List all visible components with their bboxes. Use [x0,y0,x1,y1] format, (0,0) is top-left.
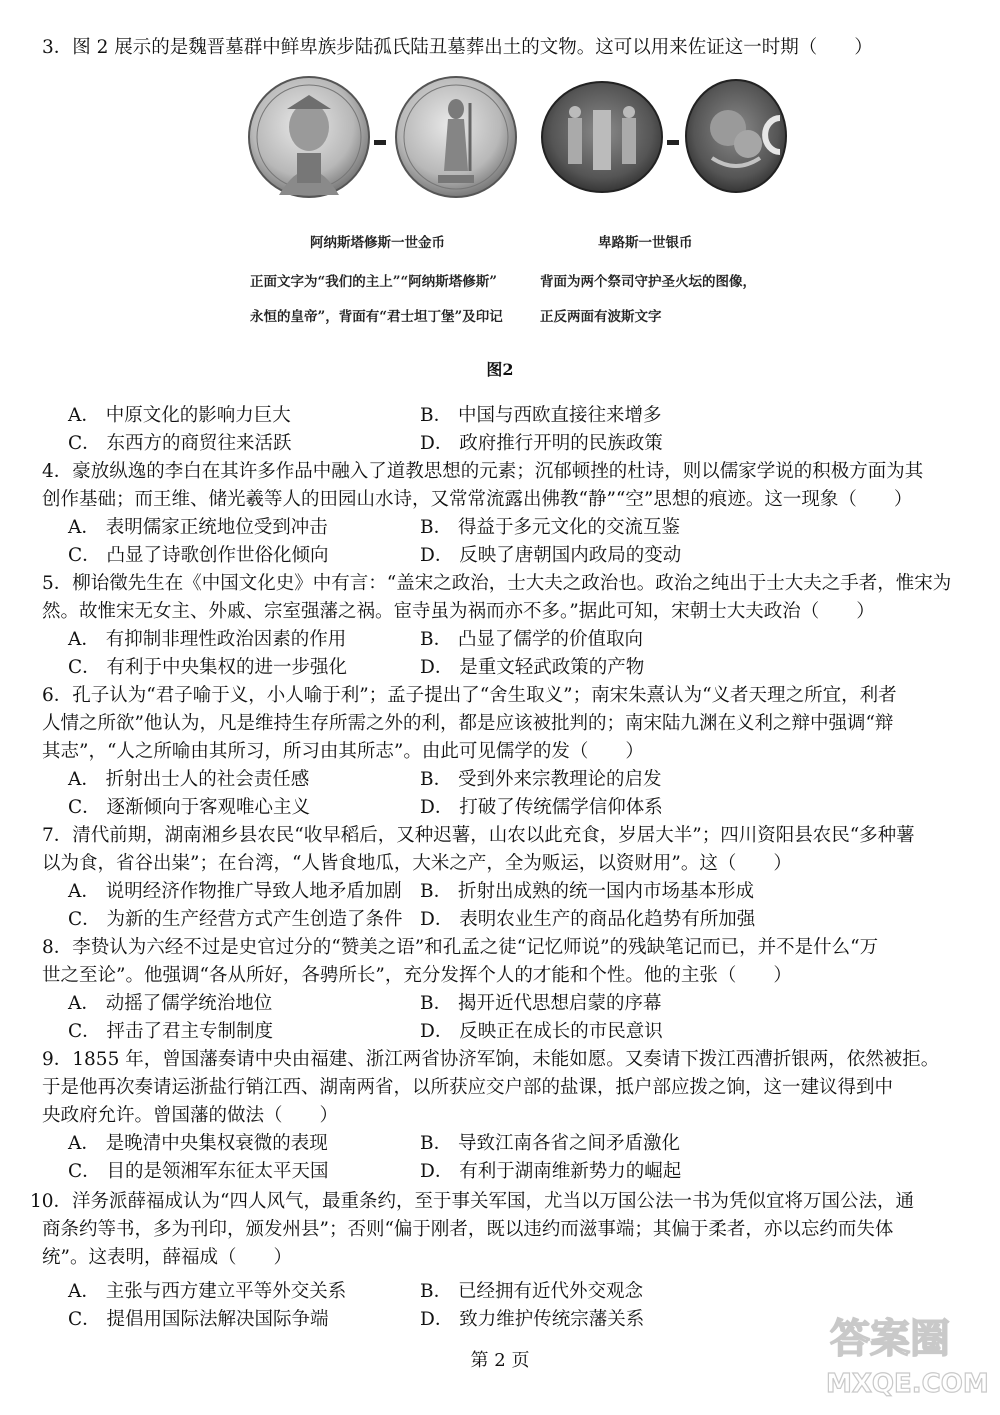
q6-stem-line-3: 其志”，“人之所喻由其所习，所习由其所志”。由此可见儒学的发（ ） [42,741,644,762]
q7-option-c[interactable]: C． 为新的生产经营方式产生创造了条件 [68,909,403,930]
q9-stem-line-2: 于是他再次奏请运浙盐行销江西、湖南两省，以所获应交户部的盐课，抵户部应拨之饷，这一建议得到中 [42,1077,894,1098]
q9-stem-line-1: 9．1855 年，曾国藩奏请中央由福建、浙江两省协济军饷，未能如愿。又奏请下拨江西漕折银两，依然被拒。 [42,1049,940,1070]
q10-stem-line-2: 商条约等书，多为刊印，颁发州县”；否则“偏于刚者，既以违约而滋事端；其偏于柔者，亦以忘约而失体 [42,1219,894,1240]
q4-option-b[interactable]: B． 得益于多元文化的交流互鉴 [420,517,680,538]
q8-option-c[interactable]: C． 抨击了君主专制制度 [68,1021,274,1042]
q8-option-b[interactable]: B． 揭开近代思想启蒙的序幕 [420,993,662,1014]
q3-option-b[interactable]: B． 中国与西欧直接往来增多 [420,405,662,426]
q7-option-b[interactable]: B． 折射出成熟的统一国内市场基本形成 [420,881,754,902]
coin-separator-2 [667,140,679,145]
q8-stem-line-2: 世之至论”。他强调“各从所好，各骋所长”，充分发挥个人的才能和个性。他的主张（ ） [42,965,792,986]
q10-stem-line-3: 统”。这表明，薛福成（ ） [42,1247,292,1268]
gold-coin-obverse-image [247,75,372,200]
q6-option-d[interactable]: D． 打破了传统儒学信仰体系 [420,797,663,818]
q5-stem-line-2: 然。故惟宋无女主、外戚、宗室强藩之祸。宦寺虽为祸而亦不多。”据此可知，宋朝士大夫政治（ ） [42,601,875,622]
q7-option-d[interactable]: D． 表明农业生产的商品化趋势有所加强 [420,909,756,930]
watermark-top-text: 答案圈 [830,1316,950,1362]
q8-option-d[interactable]: D． 反映正在成长的市民意识 [420,1021,663,1042]
q3-option-c[interactable]: C． 东西方的商贸往来活跃 [68,433,292,454]
q6-stem-line-1: 6．孔子认为“君子喻于义，小人喻于利”；孟子提出了“舍生取义”；南宋朱熹认为“义者天理之所宜，利者 [42,685,897,706]
q9-option-b[interactable]: B． 导致江南各省之间矛盾激化 [420,1133,680,1154]
q3-option-d[interactable]: D． 政府推行开明的民族政策 [420,433,663,454]
q7-stem-line-1: 7．清代前期，湖南湘乡县农民“收早稻后，又种迟薯，山农以此充食，岁居大半”；四川资阳县农民“多种薯 [42,825,915,846]
right-coin-desc-1: 背面为两个祭司守护圣火坛的图像， [540,274,756,290]
q6-option-b[interactable]: B． 受到外来宗教理论的启发 [420,769,662,790]
coin-separator-1 [374,140,386,145]
q7-option-a[interactable]: A． 说明经济作物推广导致人地矛盾加剧 [68,881,402,902]
q5-option-b[interactable]: B． 凸显了儒学的价值取向 [420,629,643,650]
q7-stem-line-2: 以为食，省谷出粜”；在台湾，“人皆食地瓜，大米之产，全为贩运，以资财用”。这（ ） [42,853,792,874]
q9-stem-line-3: 央政府允许。曾国藩的做法（ ） [42,1105,339,1126]
q8-stem-line-1: 8．李贽认为六经不过是史官过分的“赞美之语”和孔孟之徒“记忆师说”的残缺笔记而已，并不是什么“万 [42,937,879,958]
figure-label: 图2 [486,360,514,379]
right-coin-title: 卑路斯一世银币 [598,235,693,251]
watermark-logo [818,1300,993,1400]
q3-option-a[interactable]: A． 中原文化的影响力巨大 [68,405,291,426]
q6-option-c[interactable]: C． 逐渐倾向于客观唯心主义 [68,797,311,818]
page-number: 第 2 页 [470,1350,530,1371]
q4-option-c[interactable]: C． 凸显了诗歌创作世俗化倾向 [68,545,329,566]
left-coin-title: 阿纳斯塔修斯一世金币 [310,235,445,251]
right-coin-desc-2: 正反两面有波斯文字 [540,309,662,325]
left-coin-desc-1: 正面文字为“我们的主上”“阿纳斯塔修斯” [250,274,498,290]
q4-stem-line-1: 4．豪放纵逸的李白在其许多作品中融入了道教思想的元素；沉郁顿挫的杜诗，则以儒家学说的积极方面为其 [42,461,924,482]
q4-option-d[interactable]: D． 反映了唐朝国内政局的变动 [420,545,682,566]
q9-option-d[interactable]: D． 有利于湖南维新势力的崛起 [420,1161,682,1182]
q10-option-a[interactable]: A． 主张与西方建立平等外交关系 [68,1281,347,1302]
q5-option-d[interactable]: D． 是重文轻武政策的产物 [420,657,645,678]
q5-option-a[interactable]: A． 有抑制非理性政治因素的作用 [68,629,347,650]
q10-stem-line-1: 10．洋务派薛福成认为“四人风气，最重条约，至于事关军国，尤当以万国公法一书为凭似宜将万国公法，通 [30,1191,915,1212]
q10-option-c[interactable]: C． 提倡用国际法解决国际争端 [68,1309,329,1330]
silver-coin-reverse-image [684,78,794,196]
q4-stem-line-2: 创作基础；而王维、储光羲等人的田园山水诗，又常常流露出佛教“静”“空”思想的痕迹。这一现象（ ） [42,489,913,510]
q5-option-c[interactable]: C． 有利于中央集权的进一步强化 [68,657,348,678]
q8-option-a[interactable]: A． 动摇了儒学统治地位 [68,993,273,1014]
q9-option-a[interactable]: A． 是晚清中央集权衰微的表现 [68,1133,328,1154]
q9-option-c[interactable]: C． 目的是领湘军东征太平天国 [68,1161,329,1182]
watermark-bottom-text: MXQE.COM [826,1369,989,1399]
q10-option-b[interactable]: B． 已经拥有近代外交观念 [420,1281,643,1302]
q3-stem: 3．图 2 展示的是魏晋墓群中鲜卑族步陆孤氏陆丑墓葬出土的文物。这可以用来佐证这一时期（ ） [42,37,873,58]
q4-option-a[interactable]: A． 表明儒家正统地位受到冲击 [68,517,328,538]
gold-coin-reverse-image [394,75,519,200]
silver-coin-obverse-image [540,80,665,195]
q6-option-a[interactable]: A． 折射出士人的社会责任感 [68,769,310,790]
q6-stem-line-2: 人情之所欲”他认为，凡是维持生存所需之外的利，都是应该被批判的；南宋陆九渊在义利之辩中强调“辩 [42,713,894,734]
left-coin-desc-2: 永恒的皇帝”，背面有“君士坦丁堡”及印记 [250,309,503,325]
q10-option-d[interactable]: D． 致力维护传统宗藩关系 [420,1309,645,1330]
q5-stem-line-1: 5．柳诒徵先生在《中国文化史》中有言：“盖宋之政治，士大夫之政治也。政治之纯出于士大夫之手者，惟宋为 [42,573,952,594]
